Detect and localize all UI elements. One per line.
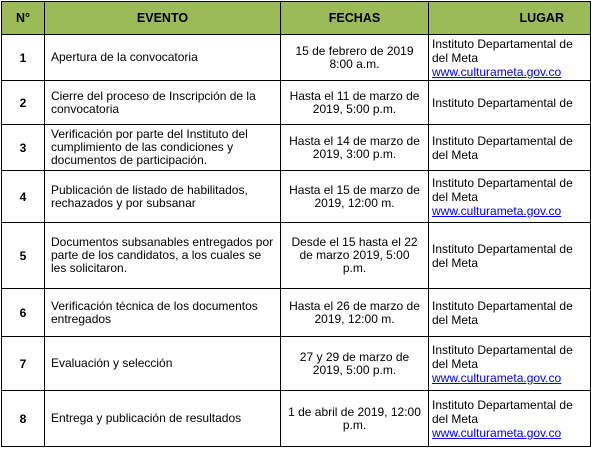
row-lugar [429,223,591,289]
row-lugar [429,125,591,171]
row-evento: Evaluación y selección [45,337,281,391]
header-evento: EVENTO [45,2,281,35]
row-evento: Publicación de listado de habilitados, rechazados y por subsanar [45,171,281,223]
header-num: N° [2,2,45,35]
lugar-line-1: Instituto Departamental de [432,241,573,256]
row-evento: Cierre del proceso de Inscripción de la convocatoria [45,81,281,125]
row-lugar [429,289,591,337]
row-number: 4 [2,171,45,223]
header-lugar: LUGAR [429,2,591,35]
schedule-table [1,1,591,447]
row-fecha: Hasta el 11 de marzo de 2019, 5:00 p.m. [281,81,429,125]
row-number: 5 [2,223,45,289]
lugar-line-2: del Meta [432,312,479,327]
row-fecha: 27 y 29 de marzo de 2019, 5:00 p.m. [281,337,429,391]
row-lugar [429,337,591,391]
culturameta-link[interactable]: www.culturameta.gov.co [432,425,562,440]
row-fecha: Hasta el 15 de marzo de 2019, 12:00 m. [281,171,429,223]
lugar-line-2: del Meta [432,411,479,426]
row-fecha: Hasta el 14 de marzo de 2019, 3:00 p.m. [281,125,429,171]
table-row [2,223,591,289]
lugar-line-2: del Meta [432,189,479,204]
lugar-line-1: Instituto Departamental de [432,36,573,51]
row-lugar [429,81,591,125]
table-row [2,391,591,447]
lugar-line-1: Instituto Departamental de [432,175,573,190]
row-lugar [429,391,591,447]
table-row [2,35,591,81]
row-fecha: 15 de febrero de 2019 8:00 a.m. [281,35,429,81]
lugar-line-2: del Meta [432,255,479,270]
row-fecha: Desde el 15 hasta el 22 de marzo 2019, 5:00 p.m. [281,223,429,289]
lugar-line-2: del Meta [432,50,479,65]
row-evento: Documentos subsanables entregados por parte de los candidatos, a los cuales se les solicitaron. [45,223,281,289]
table-row [2,337,591,391]
row-fecha: Hasta el 26 de marzo de 2019, 12:00 m. [281,289,429,337]
lugar-line-2: del Meta [432,356,479,371]
culturameta-link[interactable]: www.culturameta.gov.co [432,203,562,218]
culturameta-link[interactable]: www.culturameta.gov.co [432,370,562,385]
lugar-line-1: Instituto Departamental de [432,133,573,148]
row-evento: Verificación por parte del Instituto del cumplimiento de las condiciones y documentos de participación. [45,125,281,171]
table-row [2,81,591,125]
row-number: 1 [2,35,45,81]
row-evento: Apertura de la convocatoria [45,35,281,81]
row-evento: Verificación técnica de los documentos entregados [45,289,281,337]
lugar-line-1: Instituto Departamental de [432,298,573,313]
row-lugar [429,35,591,81]
header-fechas: FECHAS [281,2,429,35]
culturameta-link[interactable]: www.culturameta.gov.co [432,64,562,79]
row-evento: Entrega y publicación de resultados [45,391,281,447]
row-lugar [429,171,591,223]
lugar-line-1: Instituto Departamental de [432,342,573,357]
table-row [2,171,591,223]
row-number: 8 [2,391,45,447]
row-fecha: 1 de abril de 2019, 12:00 p.m. [281,391,429,447]
table-header-row [2,2,591,35]
row-number: 7 [2,337,45,391]
table-row [2,125,591,171]
lugar-line-2: del Meta [432,147,479,162]
row-number: 2 [2,81,45,125]
table-row [2,289,591,337]
lugar-line-1: Instituto Departamental de [432,95,573,110]
row-number: 6 [2,289,45,337]
row-number: 3 [2,125,45,171]
lugar-line-1: Instituto Departamental de [432,397,573,412]
